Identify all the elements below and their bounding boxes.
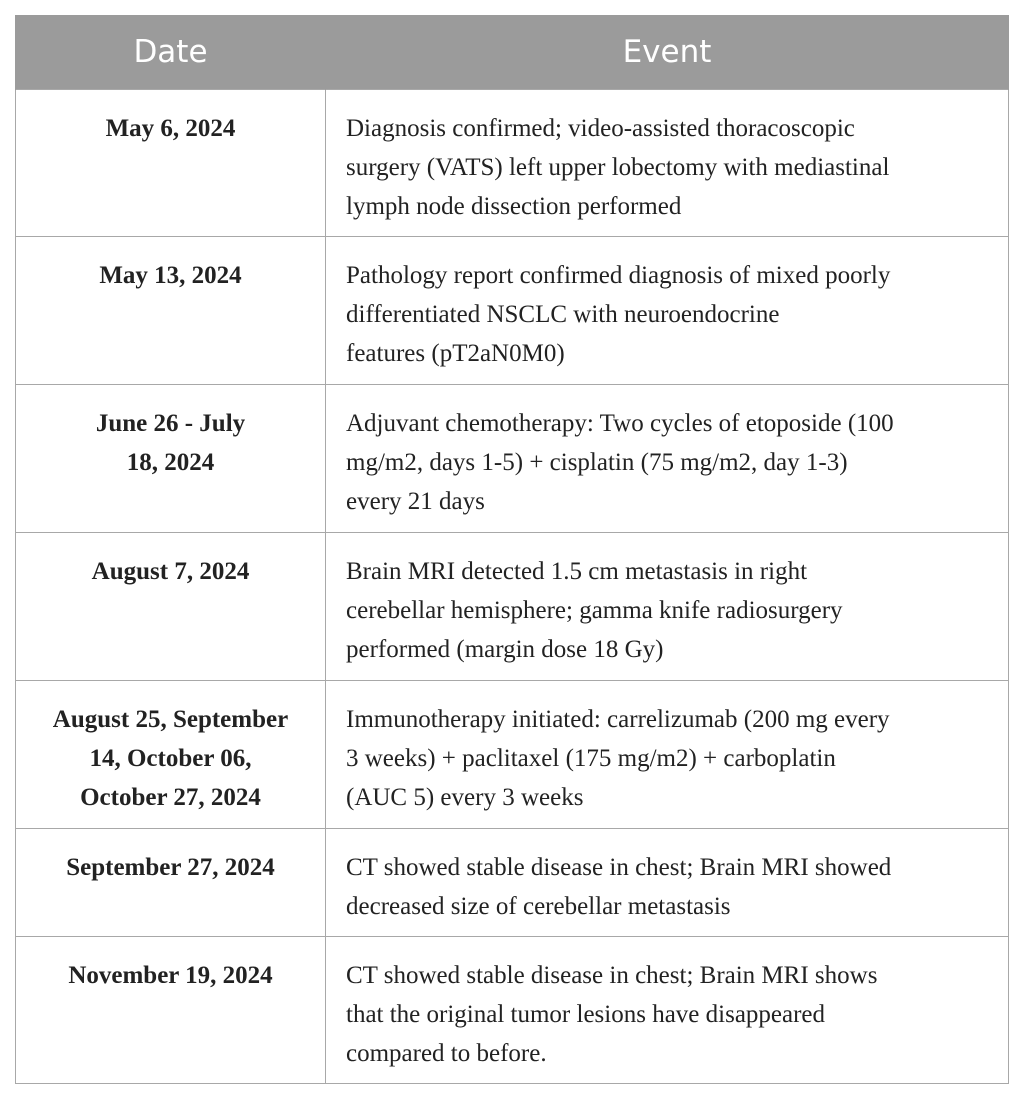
event-line: (AUC 5) every 3 weeks <box>346 784 584 811</box>
date-cell <box>16 237 326 385</box>
date-line: June 26 - July <box>95 410 246 437</box>
table-header-row <box>16 15 1009 90</box>
event-line: performed (margin dose 18 Gy) <box>346 636 664 663</box>
event-line: decreased size of cerebellar metastasis <box>346 893 731 920</box>
event-line: mg/m2, days 1-5) + cisplatin (75 mg/m2, day 1-3) <box>346 449 848 476</box>
event-line: compared to before. <box>346 1040 547 1067</box>
event-cell <box>326 681 1009 829</box>
event-cell <box>326 90 1009 237</box>
date-line: October 27, 2024 <box>80 784 261 811</box>
date-cell <box>16 829 326 937</box>
date-cell <box>16 937 326 1084</box>
date-cell <box>16 533 326 681</box>
event-line: 3 weeks) + paclitaxel (175 mg/m2) + carboplatin <box>346 745 836 772</box>
event-line: CT showed stable disease in chest; Brain MRI showed <box>346 854 892 881</box>
date-cell <box>16 90 326 237</box>
event-line: differentiated NSCLC with neuroendocrine <box>346 301 780 328</box>
table-row <box>16 237 1009 385</box>
table-row <box>16 829 1009 937</box>
event-cell <box>326 533 1009 681</box>
table-row <box>16 90 1009 237</box>
table-row <box>16 385 1009 533</box>
timeline-table-container <box>15 15 1008 1084</box>
date-line: August 7, 2024 <box>91 558 250 585</box>
date-line: November 19, 2024 <box>68 962 273 989</box>
date-line: May 13, 2024 <box>99 262 242 289</box>
date-line: 18, 2024 <box>126 449 215 476</box>
event-line: that the original tumor lesions have disappeared <box>346 1001 826 1028</box>
event-line: lymph node dissection performed <box>346 193 682 220</box>
header-event: Event <box>326 15 1009 90</box>
event-line: cerebellar hemisphere; gamma knife radiosurgery <box>346 597 843 624</box>
event-line: Diagnosis confirmed; video-assisted thoracoscopic <box>346 115 855 142</box>
date-line: September 27, 2024 <box>66 854 275 881</box>
event-cell <box>326 829 1009 937</box>
event-line: features (pT2aN0M0) <box>346 340 565 367</box>
table-row <box>16 681 1009 829</box>
event-line: Pathology report confirmed diagnosis of mixed poorly <box>346 262 891 289</box>
event-cell <box>326 385 1009 533</box>
date-line: August 25, September <box>52 706 289 733</box>
event-line: Immunotherapy initiated: carrelizumab (200 mg every <box>346 706 890 733</box>
event-line: surgery (VATS) left upper lobectomy with mediastinal <box>346 154 890 181</box>
table-row <box>16 533 1009 681</box>
date-cell <box>16 681 326 829</box>
date-line: May 6, 2024 <box>105 115 236 142</box>
event-line: Brain MRI detected 1.5 cm metastasis in right <box>346 558 808 585</box>
event-line: every 21 days <box>346 488 485 515</box>
event-cell <box>326 937 1009 1084</box>
event-line: CT showed stable disease in chest; Brain MRI shows <box>346 962 878 989</box>
timeline-table <box>15 15 1009 1084</box>
date-line: 14, October 06, <box>89 745 252 772</box>
table-row <box>16 937 1009 1084</box>
date-cell <box>16 385 326 533</box>
header-date: Date <box>16 15 326 90</box>
event-cell <box>326 237 1009 385</box>
event-line: Adjuvant chemotherapy: Two cycles of etoposide (100 <box>346 410 894 437</box>
